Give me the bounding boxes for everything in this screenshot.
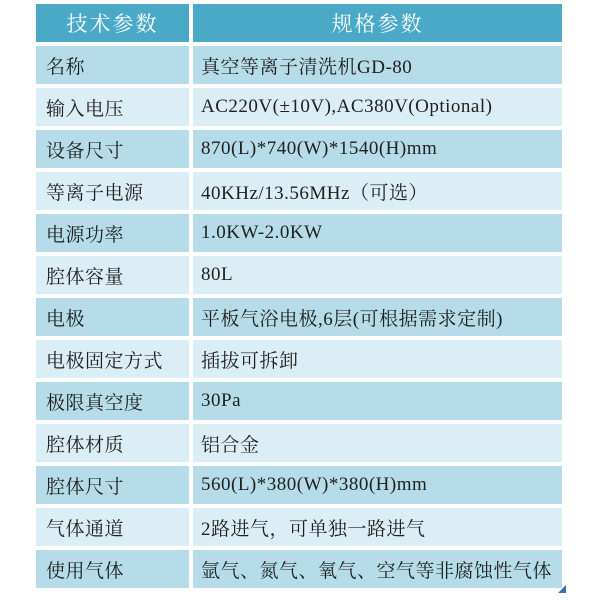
param-cell: 设备尺寸 bbox=[36, 130, 189, 168]
value-cell: 870(L)*740(W)*1540(H)mm bbox=[193, 130, 562, 168]
param-cell: 名称 bbox=[36, 46, 189, 84]
table-row bbox=[36, 508, 562, 546]
value-cell: 30Pa bbox=[193, 382, 562, 420]
param-cell: 腔体材质 bbox=[36, 424, 189, 462]
table-row bbox=[36, 298, 562, 336]
resize-handle-icon[interactable] bbox=[558, 585, 566, 593]
table-row bbox=[36, 382, 562, 420]
header-row bbox=[36, 4, 562, 42]
param-cell: 极限真空度 bbox=[36, 382, 189, 420]
spec-table-header bbox=[36, 4, 562, 42]
param-cell: 腔体容量 bbox=[36, 256, 189, 294]
param-cell: 使用气体 bbox=[36, 550, 189, 588]
value-cell: 平板气浴电极,6层(可根据需求定制) bbox=[193, 298, 562, 336]
param-cell: 电极固定方式 bbox=[36, 340, 189, 378]
value-cell: 80L bbox=[193, 256, 562, 294]
value-cell: 560(L)*380(W)*380(H)mm bbox=[193, 466, 562, 504]
value-cell: 铝合金 bbox=[193, 424, 562, 462]
table-row bbox=[36, 550, 562, 588]
value-cell: 氩气、氮气、氧气、空气等非腐蚀性气体 bbox=[193, 550, 562, 588]
param-cell: 电源功率 bbox=[36, 214, 189, 252]
param-cell: 电极 bbox=[36, 298, 189, 336]
table-row bbox=[36, 466, 562, 504]
value-cell: 40KHz/13.56MHz（可选） bbox=[193, 172, 562, 210]
table-row bbox=[36, 46, 562, 84]
param-cell: 气体通道 bbox=[36, 508, 189, 546]
value-cell: 真空等离子清洗机GD-80 bbox=[193, 46, 562, 84]
header-cell-param: 技术参数 bbox=[36, 4, 189, 42]
value-cell: 2路进气，可单独一路进气 bbox=[193, 508, 562, 546]
value-cell: AC220V(±10V),AC380V(Optional) bbox=[193, 88, 562, 126]
spec-table-body bbox=[36, 46, 562, 588]
table-row bbox=[36, 88, 562, 126]
param-cell: 等离子电源 bbox=[36, 172, 189, 210]
value-cell: 插拔可拆卸 bbox=[193, 340, 562, 378]
header-cell-value: 规格参数 bbox=[193, 4, 562, 42]
spec-table bbox=[32, 0, 566, 592]
param-cell: 腔体尺寸 bbox=[36, 466, 189, 504]
value-cell: 1.0KW-2.0KW bbox=[193, 214, 562, 252]
table-row bbox=[36, 256, 562, 294]
table-row bbox=[36, 340, 562, 378]
table-row bbox=[36, 172, 562, 210]
param-cell: 输入电压 bbox=[36, 88, 189, 126]
table-row bbox=[36, 130, 562, 168]
table-row bbox=[36, 214, 562, 252]
table-row bbox=[36, 424, 562, 462]
